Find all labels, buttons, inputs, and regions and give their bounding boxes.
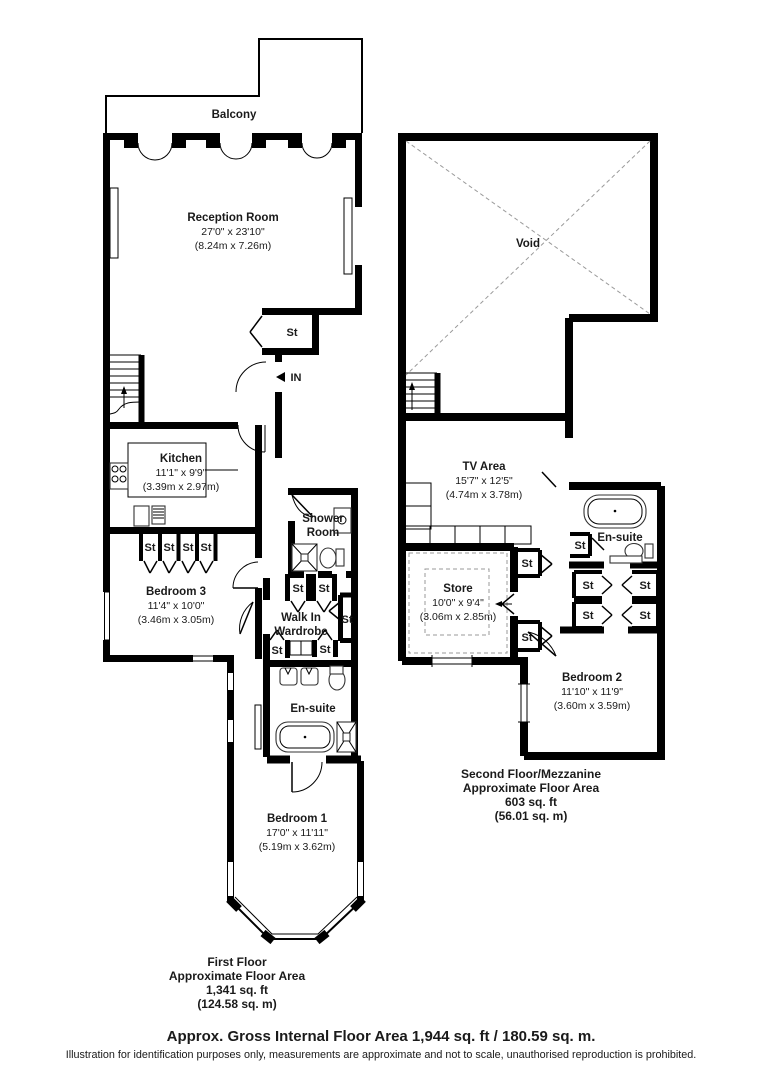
balcony-label: Balcony — [211, 109, 257, 121]
shower-room — [292, 495, 351, 571]
entrance — [236, 362, 302, 392]
ensuite-second — [570, 495, 653, 563]
ensuite-first-label: En-suite — [290, 703, 336, 715]
walk-in-line1: Walk In — [281, 612, 321, 624]
second-area-line4: (56.01 sq. m) — [494, 809, 568, 823]
shower-room-line1: Shower — [302, 513, 344, 525]
bedroom2-imperial: 11'10" x 11'9" — [561, 686, 623, 698]
bedroom3-bottom-window — [193, 656, 213, 661]
bedroom2-name: Bedroom 2 — [561, 672, 623, 684]
reception-metric: (8.24m x 7.26m) — [194, 240, 272, 252]
store-imperial: 10'0" x 9'4" — [432, 597, 484, 609]
disclaimer: Illustration for identification purposes only, measurements are approximate and not to scale, unauthorised reproduction is prohibited. — [65, 1049, 697, 1061]
bedroom1-side-windows — [228, 862, 364, 896]
second-area-line2: Approximate Floor Area — [462, 781, 600, 795]
st-label: St — [521, 558, 533, 570]
bedroom3-window — [104, 592, 110, 640]
void-area — [406, 141, 650, 375]
reception-right-window — [344, 198, 352, 274]
void-label: Void — [515, 238, 541, 250]
store-room — [402, 547, 514, 661]
st-label: St — [286, 327, 298, 339]
store-side-cupboards — [516, 550, 552, 650]
ensuite-second-label: En-suite — [597, 532, 643, 544]
bedroom3 — [138, 562, 258, 626]
bedroom1-name: Bedroom 1 — [266, 813, 328, 825]
walk-in-line2: Wardrobe — [274, 626, 328, 638]
st-label: St — [574, 540, 586, 552]
store-window — [432, 655, 472, 667]
shower-room-toilet — [320, 548, 336, 568]
entry-arrow-icon — [276, 372, 285, 382]
tv-metric: (4.74m x 3.78m) — [445, 489, 523, 501]
reception-imperial: 27'0" x 23'10" — [201, 226, 265, 238]
entry-door-arc — [236, 362, 266, 392]
second-floor-area-caption — [461, 767, 601, 823]
bedroom2-window — [518, 684, 530, 722]
first-area-line1: First Floor — [207, 955, 267, 969]
bedroom1-metric: (5.19m x 3.62m) — [258, 841, 336, 853]
st-label: St — [182, 542, 194, 554]
reception-left-unit — [110, 188, 118, 258]
st-label: St — [319, 644, 331, 656]
tv-name: TV Area — [462, 461, 506, 473]
footer — [66, 1028, 697, 1061]
st-label: St — [521, 632, 533, 644]
entrance-label: IN — [290, 372, 302, 384]
second-area-line1: Second Floor/Mezzanine — [460, 767, 602, 781]
bedroom2-metric: (3.60m x 3.59m) — [553, 700, 631, 712]
first-floor-area-caption — [169, 955, 306, 1011]
kitchen — [110, 425, 265, 526]
second-floor-stairs — [404, 373, 438, 413]
second-area-line3: 603 sq. ft — [504, 795, 558, 809]
st-label: St — [341, 614, 353, 626]
reception-french-doors — [106, 133, 362, 160]
kitchen-metric: (3.39m x 2.97m) — [142, 481, 220, 493]
second-floor-plan — [398, 137, 665, 823]
reception-room — [187, 212, 278, 252]
store-metric: (3.06m x 2.85m) — [419, 611, 497, 623]
corridor-cupboards — [574, 572, 658, 628]
st-label: St — [163, 542, 175, 554]
st-label: St — [639, 610, 651, 622]
st-label: St — [582, 610, 594, 622]
tv-imperial: 15'7" x 12'5" — [455, 475, 513, 487]
kitchen-name: Kitchen — [159, 453, 203, 465]
st-label: St — [582, 580, 594, 592]
ensuite2-sink — [610, 556, 642, 563]
shower-room-line2: Room — [306, 527, 340, 539]
st-label: St — [200, 542, 212, 554]
second-floor-windows — [432, 655, 530, 722]
radiator — [255, 705, 261, 749]
store-name: Store — [443, 583, 473, 595]
bedroom3-imperial: 11'4" x 10'0" — [147, 600, 205, 612]
first-area-line4: (124.58 sq. m) — [197, 997, 277, 1011]
kitchen-imperial: 11'1" x 9'9" — [155, 467, 207, 479]
tv-area — [405, 461, 556, 544]
first-area-line2: Approximate Floor Area — [168, 969, 306, 983]
reception-store-closet — [250, 316, 298, 347]
bay-window — [229, 897, 363, 941]
bedroom3-metric: (3.46m x 3.05m) — [137, 614, 215, 626]
ensuite-sink — [301, 668, 318, 685]
st-label: St — [292, 583, 304, 595]
bedroom3-name: Bedroom 3 — [145, 586, 207, 598]
bedroom1-imperial: 17'0" x 11'11" — [266, 827, 328, 839]
kitchen-sink — [134, 506, 149, 526]
ensuite-first — [255, 666, 356, 752]
reception-name: Reception Room — [187, 212, 279, 224]
bedroom1 — [229, 762, 363, 941]
ensuite-sink — [280, 668, 297, 685]
first-area-line3: 1,341 sq. ft — [205, 983, 269, 997]
st-label: St — [271, 645, 283, 657]
st-label: St — [144, 542, 156, 554]
first-floor-plan — [103, 39, 364, 1011]
gross-area-total: Approx. Gross Internal Floor Area 1,944 sq. ft / 180.59 sq. m. — [166, 1028, 596, 1045]
storage-row — [141, 531, 216, 573]
st-label: St — [318, 583, 330, 595]
st-label: St — [639, 580, 651, 592]
balcony — [106, 39, 362, 133]
